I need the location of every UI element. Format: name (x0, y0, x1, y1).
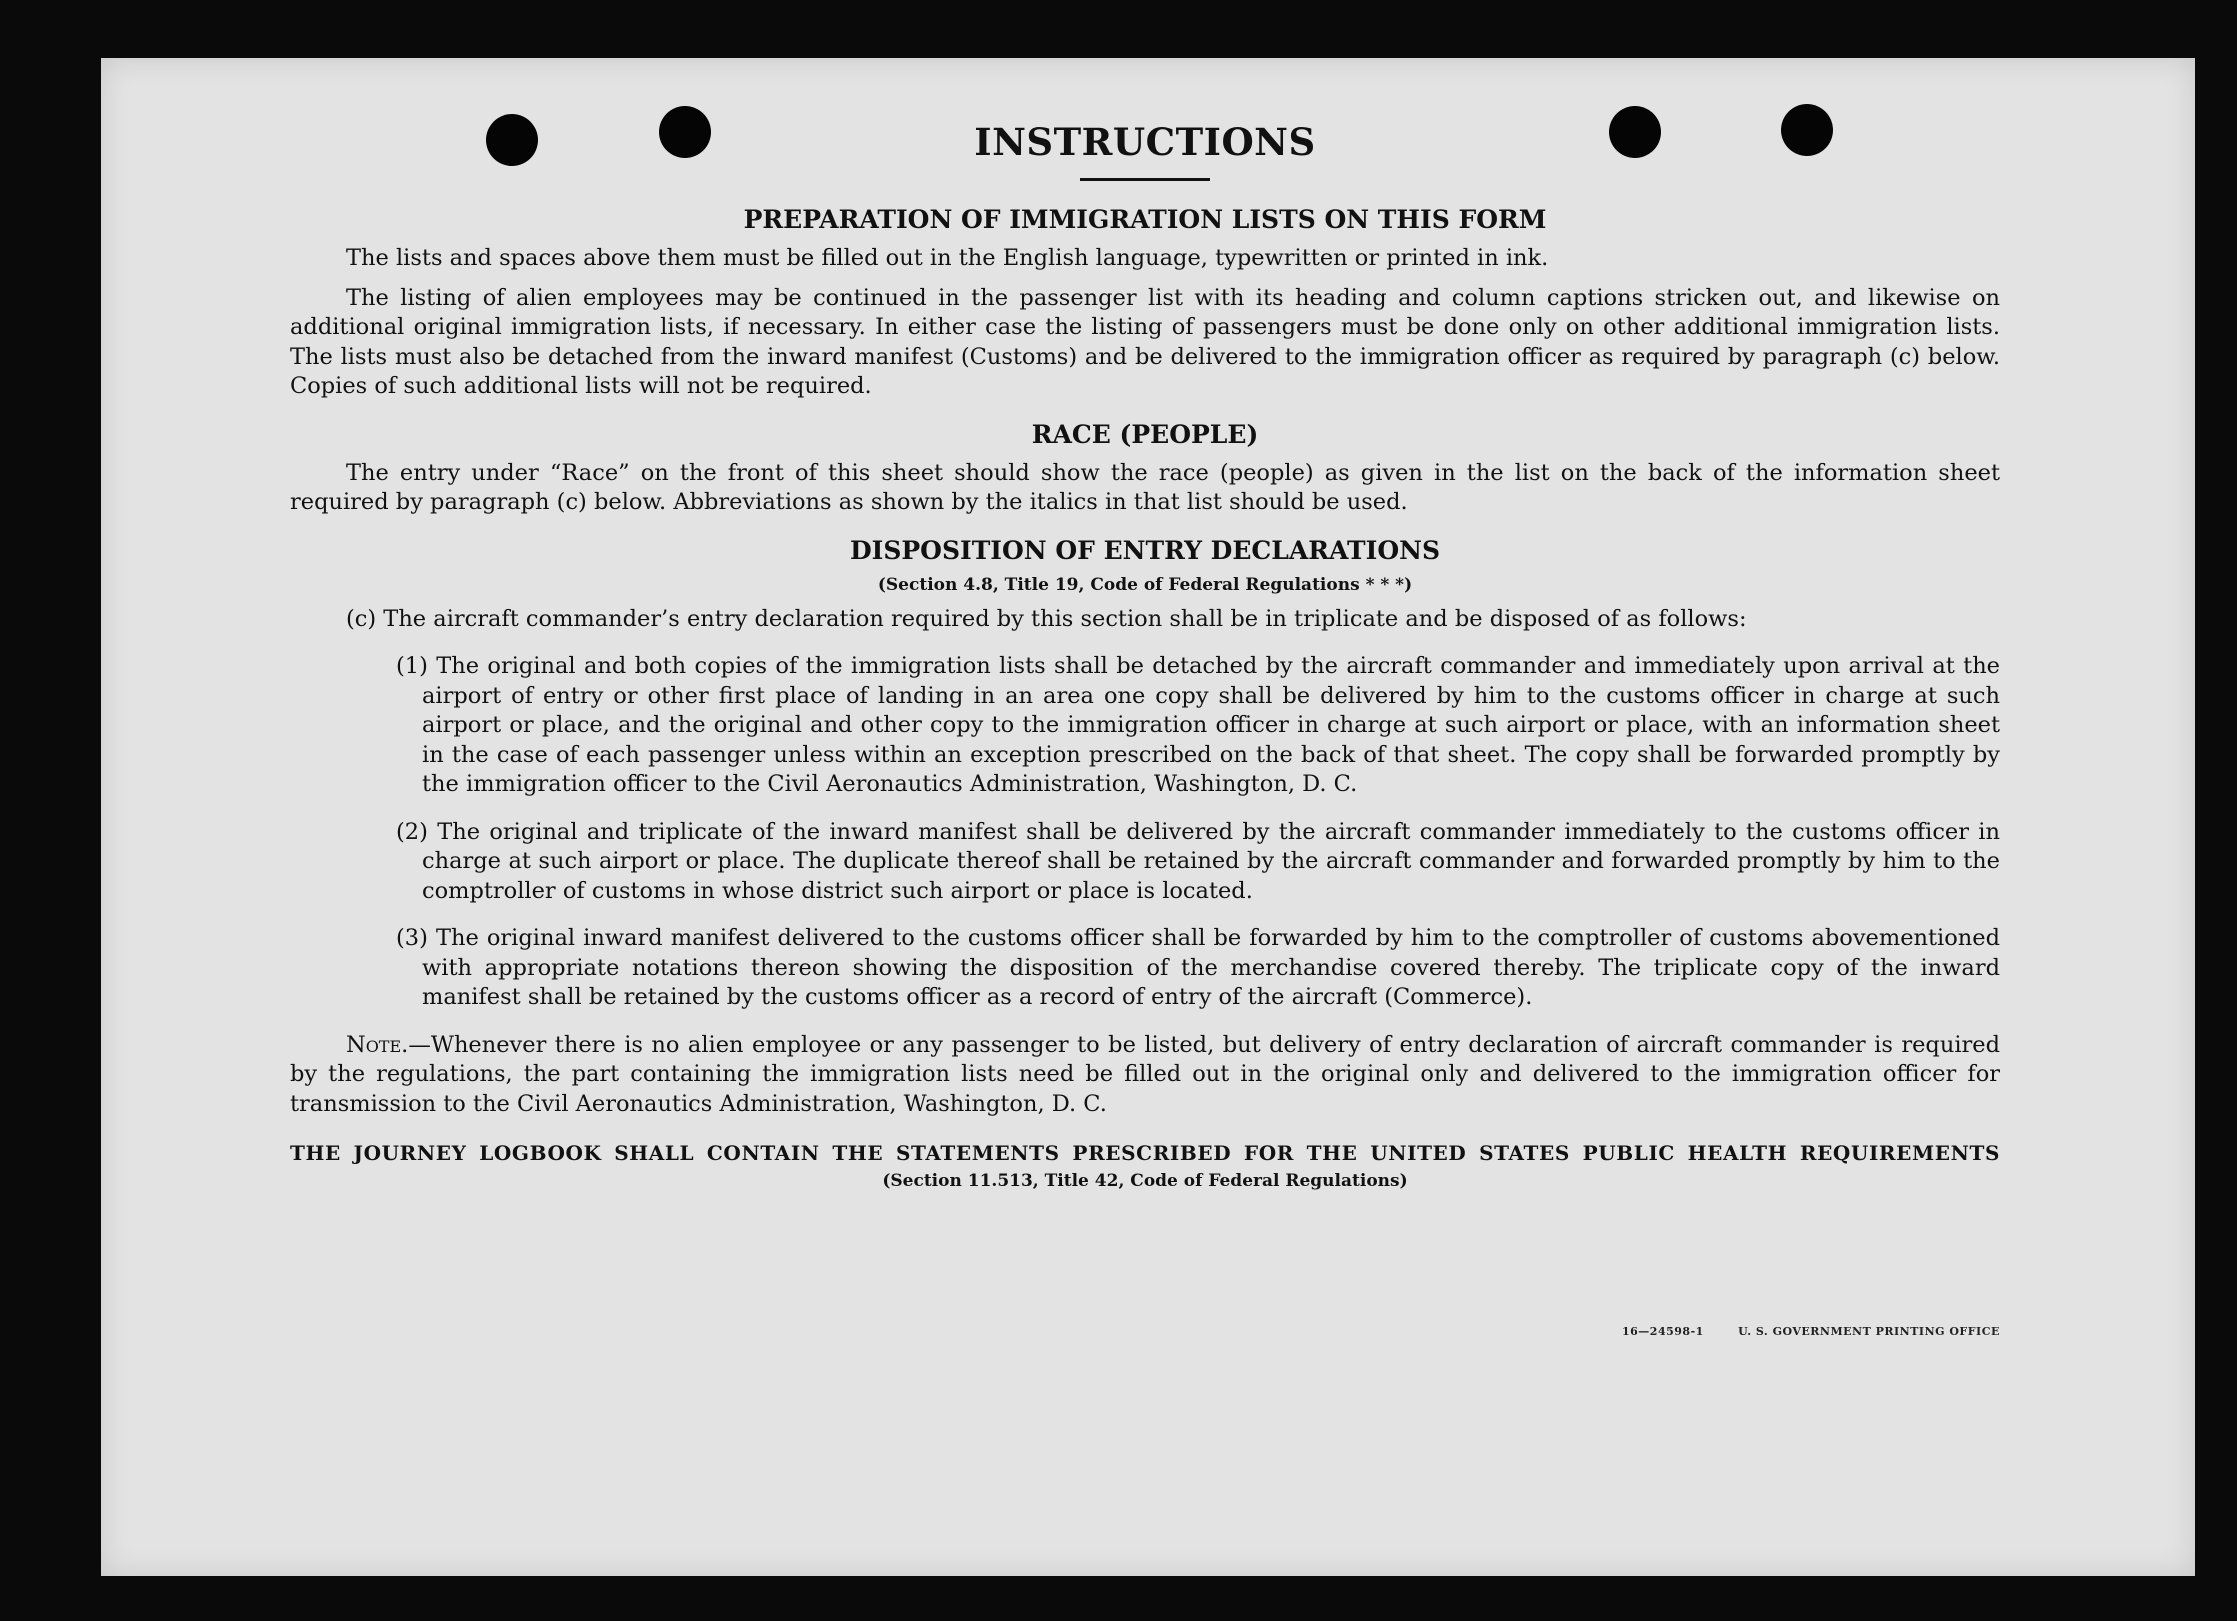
paragraph-c-intro: (c) The aircraft commander’s entry declaration required by this section shall be in triplicate and be disposed of as follows: (346, 605, 1747, 632)
printer-imprint (1622, 1325, 2000, 1338)
paragraph-language: The lists and spaces above them must be filled out in the English language, typewritten or printed in ink. (346, 245, 1549, 271)
form-code: 16—24598-1 (1622, 1325, 1704, 1338)
list-item: (3) The original inward manifest delivered to the customs officer shall be forwarded by him to the comptroller of customs abovementioned with appropriate notations thereon showing the disposition of the merchandise covered thereby. The triplicate copy of the inward manifest shall be retained by the customs officer as a record of entry of the aircraft (Commerce). (396, 925, 2000, 1010)
paragraph-alien-employees: The listing of alien employees may be continued in the passenger list with its heading and column captions stricken out, and likewise on additional original immigration lists, if necessary. In either case the listing of passengers must be done only on other additional immigration lists. The lists must also be detached from the inward manifest (Customs) and be delivered to the immigration officer as required by paragraph (c) below. Copies of such additional lists will not be required. (290, 284, 2000, 399)
list-item: (2) The original and triplicate of the inward manifest shall be delivered by the aircraft commander immediately to the customs officer in charge at such airport or place. The duplicate thereof shall be retained by the aircraft commander and forwarded promptly by him to the comptroller of customs in whose district such airport or place is located. (396, 818, 2000, 904)
note-paragraph (290, 1031, 2000, 1120)
paragraph-race: The entry under “Race” on the front of this sheet should show the race (people) as given in the list on the back of the information sheet required by paragraph (c) below. Abbreviations as shown by the italics in that list should be used. (290, 459, 2000, 515)
section-heading-race: RACE (PEOPLE) (1031, 419, 1259, 449)
note-text: —Whenever there is no alien employee or any passenger to be listed, but delivery of entry declaration of aircraft commander is required by the regulations, the part containing the immigration lists need be filled out in the original only and delivered to the immigration officer for transmission to the Civil Aeronautics Administration, Washington, D. C. (290, 1031, 2000, 1117)
section-heading-preparation: PREPARATION OF IMMIGRATION LISTS ON THIS FORM (743, 205, 1547, 234)
journey-citation: (Section 11.513, Title 42, Code of Federal Regulations) (882, 1171, 1408, 1191)
journey-logbook-statement: THE JOURNEY LOGBOOK SHALL CONTAIN THE STATEMENTS PRESCRIBED FOR THE UNITED STATES PUBLIC HEALTH REQUIREMENTS (290, 1141, 2000, 1165)
section-citation: (Section 4.8, Title 19, Code of Federal Regulations * * *) (877, 574, 1413, 595)
document-body (290, 120, 2000, 1191)
printing-office: U. S. GOVERNMENT PRINTING OFFICE (1738, 1325, 2000, 1338)
list-item: (1) The original and both copies of the immigration lists shall be detached by the aircraft commander and immediately upon arrival at the airport of entry or other first place of landing in an area one copy shall be delivered by him to the customs officer in charge at such airport or place, and the original and other copy to the immigration officer in charge at such airport or place, with an information sheet in the case of each passenger unless within an exception prescribed on the back of that sheet. The copy shall be forwarded promptly by the immigration officer to the Civil Aeronautics Administration, Washington, D. C. (396, 653, 2000, 797)
note-label: Note. (346, 1031, 409, 1058)
document-title: INSTRUCTIONS (974, 120, 1316, 164)
title-underline (1080, 178, 1210, 181)
section-heading-disposition: DISPOSITION OF ENTRY DECLARATIONS (849, 535, 1441, 565)
